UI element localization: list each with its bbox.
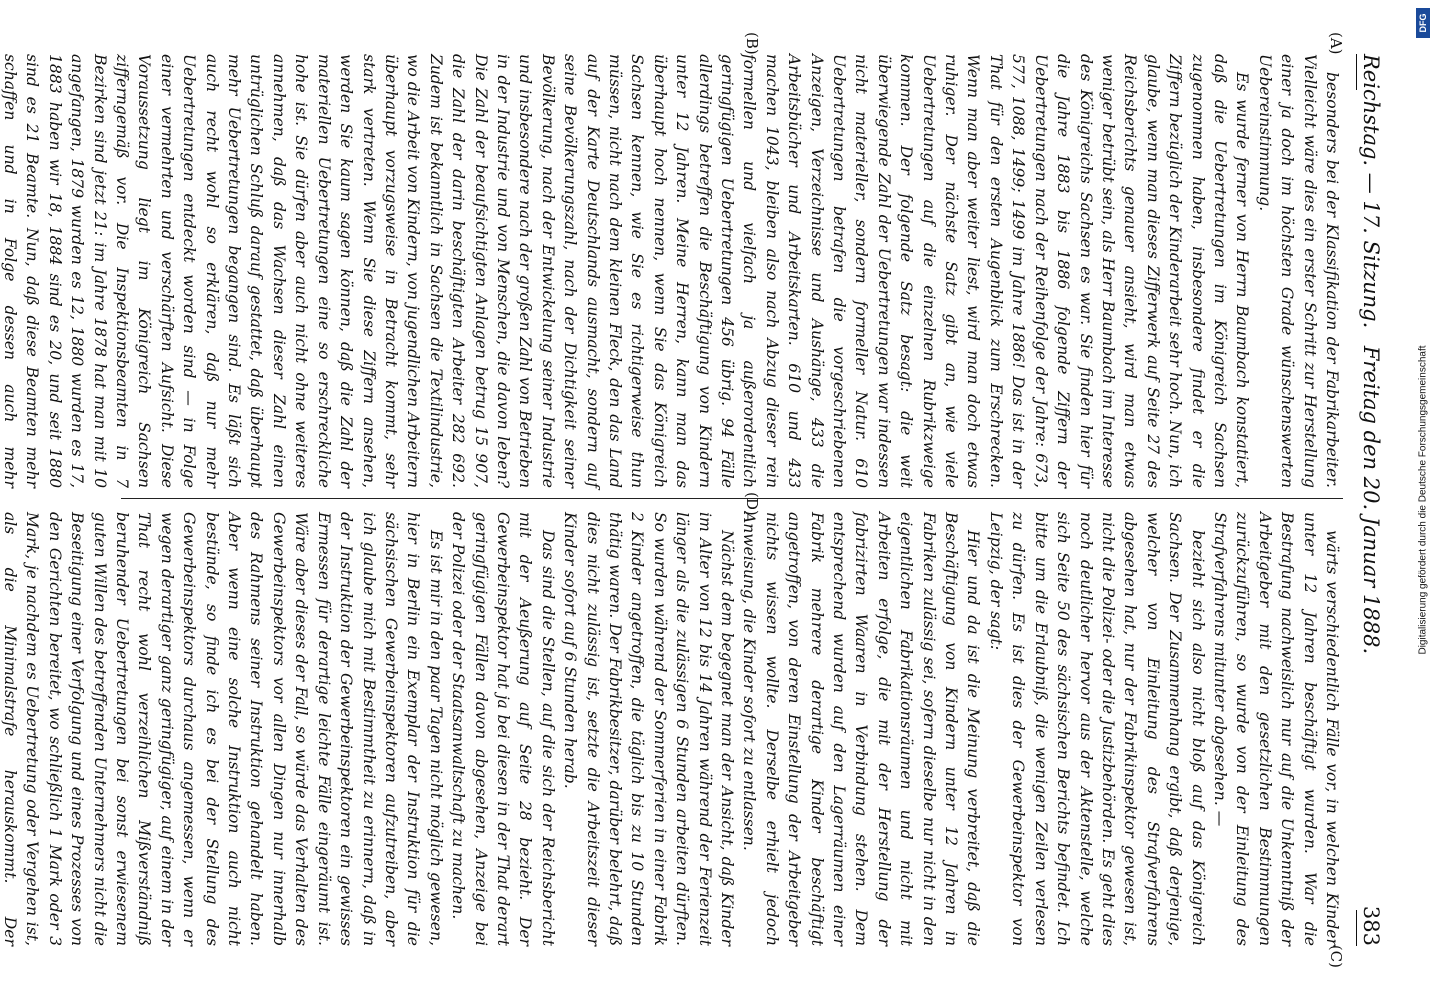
paragraph: besonders bei der Klassifikation der Fabrikarbeiter. Vielleicht wäre dies ein erster Schritt zur Herstellung einer ja doch im höchsten Grade wünschenswerten Uebereinstimmung. <box>1255 54 1341 488</box>
paragraph: Es ist mir in den paar Tagen nicht möglich gewesen, hier in Berlin ein Exemplar der Instruktion für die sächsischen Gewerbeinspektoren aufzutreiben, aber ich glaube mich mit Bestimmtheit zu erinnern, daß in der Instruktion der Gewerbeinspektoren ein gewisses Ermessen für derartige leichte Fälle eingeräumt ist. Wäre aber dieses der Fall, so würde das Verhalten des Gewerbeinspektors vor allen Dingen nur innerhalb des Rahmens seiner Instruktion gehandelt haben. Aber wenn eine solche Instruktion auch nicht bestünde, so finde ich es bei der Stellung des Gewerbeinspektors durchaus angemessen, wenn er wegen derartiger ganz geringfügiger, auf einem in der That recht wohl verzeihlichen Mißverständniß beruhender Uebertretungen bei sonst erwiesenem guten Willen des betreffenden Unternehmers nicht die Beseitigung einer Verfolgung und eines Prozesses von den Gerichten bereitet, wo schließlich 1 Mark oder 3 Mark, je nachdem es Uebertretung oder Vergehen ist, als die Minimalstrafe herauskommt. Der <box>1 512 445 946</box>
right-text-column <box>1 512 1343 946</box>
margin-marker-d: (D) <box>743 492 761 516</box>
margin-marker-c: (C) <box>1327 944 1345 968</box>
digitization-note <box>1414 10 1432 990</box>
paragraph: Hier und da ist die Meinung verbreitet, daß die Beschäftigung von Kindern unter 12 Jahren in Fabriken zulässig sei, sofern dieselbe nur nicht in den eigentlichen Fabrikationsräumen und nicht mit Arbeiten erfolge, die mit der Herstellung der fabrizirten Waaren in Verbindung stehen. Dem entsprechend wurden auf den Lagerräumen einer Fabrik mehrere derartige Kinder beschäftigt angetroffen, von deren Einstellung der Arbeitgeber nichts wissen wollte. Derselbe erhielt jedoch Anweisung, die Kinder sofort zu entlassen. <box>740 512 983 946</box>
dfg-logo <box>1416 8 1430 38</box>
margin-marker-a: (A) <box>1327 32 1345 55</box>
margin-marker-b: (B) <box>743 32 761 55</box>
header-date: Freitag den 20. Januar 1888. <box>1359 345 1383 655</box>
page-header <box>1357 54 1387 946</box>
digitization-note-text: Digitalisierung gefördert durch die Deutsche Forschungsgemeinschaft <box>1417 345 1429 655</box>
paragraph: bezieht sich also nicht bloß auf das Königreich Sachsen. Der Zusammenhang ergibt, daß derjenige, welcher von Einleitung des Strafverfahrens abgesehen hat, nur der Fabrikinspektor gewesen ist, nicht die Polizei- oder die Justizbehörden. Es geht dies noch deutlicher hervor aus der Aktenstelle, welche sich Seite 50 des sächsischen Berichts befindet. Ich bitte um die Erlaubniß, die wenigen Zeilen verlesen zu dürfen. Es ist dies der Gewerbeinspektor von Leipzig, der sagt: <box>986 512 1207 946</box>
dfg-logo-text: DFG <box>1418 13 1428 33</box>
left-text-column <box>1 54 1343 488</box>
page-number: 383 <box>1359 905 1383 946</box>
paragraph: Das sind die Stellen, auf die sich der Reichsbericht mit der Aeußerung auf Seite 28 bezieht. Der Gewerbeinspektor hat ja bei diesen in der That derart geringfügigen Fällen davon abgesehen, Anzeige bei der Polizei oder der Staatsanwaltschaft zu machen. <box>449 512 557 946</box>
paragraph: Es wurde ferner von Herrn Baumbach konstatiert, daß die Uebertretungen im Königreich Sachsen zugenommen haben, insbesondere findet er die Ziffern bezüglich der Kinderarbeit sehr hoch. Nun, ich glaube, wenn man dieses Zifferwerk auf Seite 27 des Reichsberichts genauer ansieht, wird man etwas weniger betrübt sein, als Herr Baumbach im Interesse des Königreichs Sachsen es war. Sie finden hier für die Jahre 1883 bis 1886 folgende Ziffern der Uebertretungen nach der Reihenfolge der Jahre: 673, 577, 1088, 1499; 1499 im Jahre 1886! Das ist in der That für den ersten Augenblick zum Erschrecken. Wenn man aber weiter liest, wird man doch etwas ruhiger. Der nächste Satz gibt an, wie viele Uebertretungen auf die einzelnen Rubrikzweige kommen. Der folgende Satz besagt: die weit überwiegende Zahl der Uebertretungen war indessen nicht materieller, sondern formeller Natur. 610 Uebertretungen betrafen die vorgeschriebenen Anzeigen, Verzeichnisse und Aushänge, 433 die Arbeitsbücher und Arbeitskarten. 610 und 433 machen 1043, bleiben also nach Abzug dieser rein formellen und vielfach ja außerordentlich geringfügigen Uebertretungen 456 übrig. 94 Fälle allerdings betreffen die Beschäftigung von Kindern unter 12 Jahren. Meine Herren, kann man das überhaupt hoch nennen, wenn Sie das Königreich Sachsen kennen, wie Sie es richtigerweise thun müssen, nicht nach dem kleinen Fleck, den das Land auf der Karte Deutschlands ausmacht, sondern auf seine Bevölkerungszahl, nach der Dichtigkeit seiner Bevölkerung, nach der Entwickelung seiner Industrie und insbesondere nach der großen Zahl von Betrieben in der Industrie und von Menschen, die davon leben? Die Zahl der beaufsichtigten Anlagen betrug 15 907, die Zahl der darin beschäftigten Arbeiter 282 692. Zudem ist bekanntlich in Sachsen die Textilindustrie, wo die Arbeit von Kindern, von jugendlichen Arbeitern überhaupt vorzugsweise in Betracht kommt, sehr stark vertreten. Wenn Sie diese Ziffern ansehen, werden Sie kaum sagen können, daß die Zahl der materiellen Uebertretungen eine so erschreckliche hohe ist. Sie dürfen aber auch nicht ohne weiteres annehmen, daß das Wachsen dieser Zahl einen untrüglichen Schluß darauf gestattet, daß überhaupt mehr Uebertretungen begangen sind. Es läßt sich auch recht wohl so erklären, daß nur mehr Uebertretungen entdeckt worden sind — in Folge einer vermehrten und verschärften Aufsicht. Diese Voraussetzung liegt im Königreich Sachsen zifferngemäß vor. Die Inspektionsbeamten in 7 Bezirken sind jetzt 21: im Jahre 1878 hat man mit 10 angefangen, 1879 wurden es 12, 1880 wurden es 17, 1883 haben wir 18, 1884 sind es 20, und seit 1880 sind es 21 Beamte. Nun, daß diese Beamten mehr schaffen und in Folge dessen auch mehr <box>1 54 1252 488</box>
rotated-page <box>1 30 1401 970</box>
paragraph: Nächst dem begegnet man der Ansicht, daß Kinder im Alter von 12 bis 14 Jahren während der Ferienzeit länger als die zulässigen 6 Stunden arbeiten dürften. So wurden während der Sommerferien in einer Fabrik 2 Kinder angetroffen, die täglich bis zu 10 Stunden thätig waren. Der Fabrikbesitzer, darüber belehrt, daß dies nicht zulässig ist, setzte die Arbeitszeit dieser Kinder sofort auf 6 Stunden herab. <box>561 512 737 946</box>
header-rule-left <box>1356 54 1357 90</box>
paragraph: wärts verschiedentlich Fälle vor, in welchen Kinder unter 12 Jahren beschäftigt wurden. War die Bestrafung nachweislich nur auf die Unkenntniß der Arbeitgeber mit den gesetzlichen Bestimmungen zurückzuführen, so wurde von der Einleitung des Strafverfahrens mitunter abgesehen. — <box>1210 512 1341 946</box>
column-divider <box>121 498 1343 499</box>
header-rule-right <box>1356 910 1357 946</box>
header-session: Reichstag. — 17. Sitzung. <box>1359 54 1383 329</box>
